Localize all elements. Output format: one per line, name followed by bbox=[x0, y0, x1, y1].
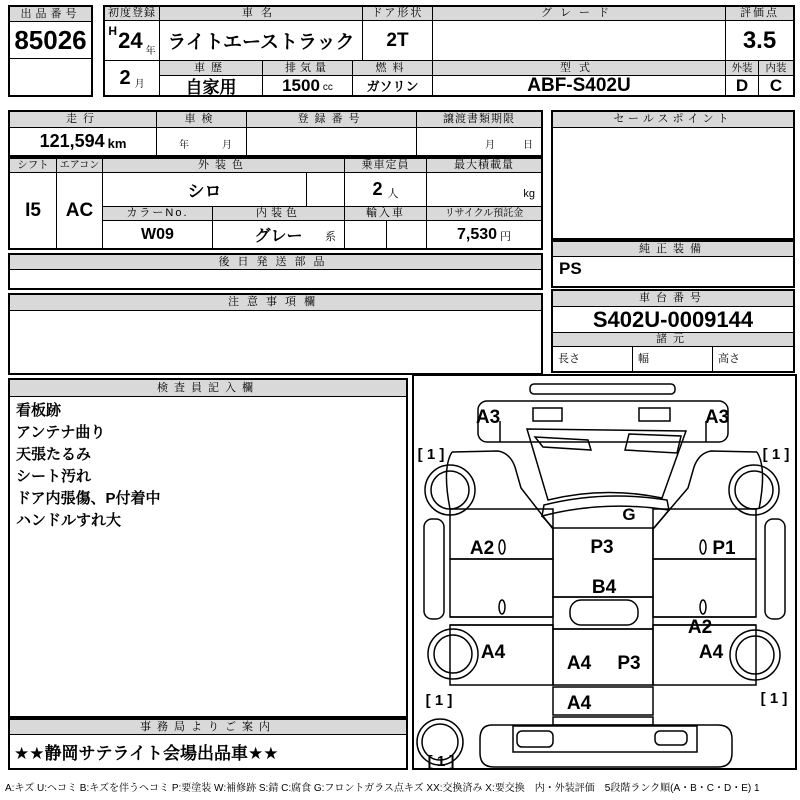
specs-label: 諸元 bbox=[553, 333, 793, 347]
score-value: 3.5 bbox=[726, 21, 793, 61]
mark-glass: G bbox=[622, 505, 636, 524]
car-name-label: 車名 bbox=[160, 7, 363, 21]
equipment-box bbox=[551, 240, 795, 288]
rear-lamp-right bbox=[655, 731, 687, 745]
model-label: 型式 bbox=[433, 61, 726, 76]
wiper-left bbox=[535, 437, 591, 450]
door-label: ドア形状 bbox=[363, 7, 433, 21]
color-no-value: W09 bbox=[103, 221, 213, 248]
grade-value bbox=[433, 21, 726, 61]
transfer-label: 譲渡書類期限 bbox=[417, 112, 541, 128]
front-wheel-right bbox=[729, 465, 779, 515]
inspector-note-line: 天張たるみ bbox=[16, 446, 92, 463]
mark-spare: [ 1 ] bbox=[427, 753, 455, 768]
history-value: 自家用 bbox=[160, 76, 263, 95]
fuel-label: 燃料 bbox=[353, 61, 433, 76]
mileage-number: 121,594 bbox=[39, 131, 105, 151]
rear-wheel-right-inner bbox=[736, 636, 774, 674]
model-value: ABF-S402U bbox=[433, 76, 726, 95]
max-load-label: 最大積載量 bbox=[427, 159, 541, 173]
inspection-value bbox=[157, 128, 247, 155]
side-step-left bbox=[424, 519, 444, 619]
color-grid-box bbox=[8, 157, 543, 250]
caution-label: 注意事項欄 bbox=[10, 295, 541, 311]
lot-empty-cell bbox=[10, 59, 91, 95]
recycle-number: 7,530 bbox=[456, 225, 498, 243]
cowl-band bbox=[542, 496, 669, 516]
mark-quarter-left: A4 bbox=[480, 642, 506, 663]
equipment-label: 純正装備 bbox=[553, 242, 793, 257]
mileage-label: 走行 bbox=[10, 112, 157, 128]
door-left bbox=[450, 509, 553, 559]
inspector-label: 検査員記入欄 bbox=[10, 380, 406, 397]
ext-color-value: シロ bbox=[103, 173, 307, 207]
capacity-value bbox=[345, 173, 427, 207]
rear-lamp-left bbox=[517, 731, 553, 747]
capacity-unit: 人 bbox=[387, 188, 399, 200]
mark-side-right: A2 bbox=[687, 617, 713, 638]
int-color-unit: 系 bbox=[325, 231, 336, 243]
history-label: 車歴 bbox=[160, 61, 263, 76]
lower-panel-right bbox=[653, 559, 756, 617]
inspection-label: 車検 bbox=[157, 112, 247, 128]
displacement-value bbox=[263, 76, 353, 95]
inspector-note-line: アンテナ曲り bbox=[16, 424, 106, 441]
car-damage-diagram bbox=[414, 376, 795, 768]
chassis-label: 車台番号 bbox=[553, 291, 793, 307]
transfer-month-unit: 月 bbox=[485, 140, 495, 151]
displacement-number: 1500 bbox=[282, 76, 320, 95]
diagram-box bbox=[412, 374, 797, 770]
front-wheel-left-inner bbox=[431, 471, 469, 509]
transfer-day-unit: 日 bbox=[523, 140, 533, 151]
displacement-label: 排気量 bbox=[263, 61, 353, 76]
mark-door-left: A2 bbox=[469, 538, 495, 559]
sales-point-value bbox=[553, 128, 793, 238]
caution-value bbox=[10, 311, 541, 373]
office-box bbox=[8, 718, 408, 770]
chassis-box bbox=[551, 289, 795, 373]
inspector-note-line: シート汚れ bbox=[16, 468, 92, 485]
ext-color-label: 外装色 bbox=[103, 159, 345, 173]
first-reg-era: H bbox=[108, 24, 118, 38]
front-wheel-right-inner bbox=[735, 471, 773, 509]
int-color-label: 内装色 bbox=[213, 207, 345, 221]
capacity-label: 乗車定員 bbox=[345, 159, 427, 173]
cab-side-left bbox=[452, 451, 553, 529]
grade-label: グレード bbox=[433, 7, 726, 21]
first-reg-month: 2 bbox=[119, 66, 131, 89]
mark-door-right: P1 bbox=[712, 538, 736, 559]
chassis-value: S402U-0009144 bbox=[553, 307, 793, 333]
first-reg-value bbox=[105, 21, 160, 61]
lower-handle-left bbox=[499, 600, 505, 614]
transfer-value bbox=[417, 128, 541, 155]
later-parts-box bbox=[8, 253, 543, 290]
mark-front-wheel-left: [ 1 ] bbox=[417, 446, 445, 463]
caution-box bbox=[8, 293, 543, 375]
mileage-row-box bbox=[8, 110, 543, 157]
first-reg-month-unit: 月 bbox=[134, 79, 145, 90]
equipment-value: PS bbox=[559, 259, 582, 278]
fender-left bbox=[446, 452, 452, 509]
first-reg-year-unit: 年 bbox=[145, 46, 156, 57]
office-value: ★★静岡サテライト会場出品車★★ bbox=[14, 744, 279, 763]
windshield bbox=[527, 429, 686, 500]
capacity-number: 2 bbox=[372, 179, 383, 199]
aircon-label: エアコン bbox=[57, 159, 103, 173]
exterior-value: D bbox=[726, 76, 759, 95]
door-handle-right bbox=[700, 540, 706, 554]
pillar-lines bbox=[542, 510, 669, 528]
max-load-value bbox=[427, 173, 541, 207]
spec-height-cell: 高さ bbox=[718, 353, 740, 365]
first-reg-month-cell bbox=[105, 61, 160, 95]
ext-color-sub-cell bbox=[307, 173, 345, 207]
sales-point-box bbox=[551, 110, 795, 240]
displacement-unit: cc bbox=[322, 82, 333, 93]
rear-wheel-right bbox=[730, 630, 780, 680]
office-label: 事務局よりご案内 bbox=[10, 720, 406, 735]
rear-bumper bbox=[480, 725, 732, 767]
mark-tailgate: A4 bbox=[566, 693, 592, 714]
shift-value: I5 bbox=[10, 173, 57, 248]
inspector-note-line: ハンドルすれ大 bbox=[16, 512, 122, 529]
lower-panel-left bbox=[450, 559, 553, 617]
max-load-unit: kg bbox=[523, 188, 535, 200]
aircon-value: AC bbox=[57, 173, 103, 248]
later-parts-value bbox=[10, 270, 541, 288]
sales-point-label: セールスポイント bbox=[553, 112, 793, 128]
lot-number: 85026 bbox=[10, 22, 91, 59]
inspector-notes bbox=[10, 397, 406, 716]
mark-front-right: A3 bbox=[704, 407, 730, 428]
color-no-label: カラーNo. bbox=[103, 207, 213, 221]
front-panel bbox=[475, 401, 728, 442]
legend-text: A:キズ U:ヘコミ B:キズを伴うヘコミ P:要塗装 W:補修跡 S:錆 C:腐食 G:フロントガラス点キズ XX:交換済み X:要交換 内・外装評価 5段階ランク順(A・B・C・D・E) 1 bbox=[5, 783, 760, 794]
reg-no-label: 登録番号 bbox=[247, 112, 417, 128]
interior-label: 内装 bbox=[759, 61, 793, 76]
spec-length-cell: 長さ bbox=[553, 347, 633, 371]
inspection-month-unit: 月 bbox=[222, 140, 232, 151]
inspector-note-line: ドア内張傷、P付着中 bbox=[16, 490, 161, 507]
side-step-right bbox=[765, 519, 785, 619]
lot-box bbox=[8, 5, 93, 97]
rear-wheel-left-inner bbox=[434, 635, 472, 673]
inspector-note-line: 看板跡 bbox=[16, 402, 62, 419]
fuel-value: ガソリン bbox=[353, 76, 433, 95]
door-handle-left bbox=[499, 540, 505, 554]
mark-front-wheel-right: [ 1 ] bbox=[762, 446, 790, 463]
first-reg-year: 24 bbox=[118, 27, 143, 53]
int-color-value bbox=[213, 221, 345, 248]
recycle-label: リサイクル預託金 bbox=[427, 207, 541, 221]
mark-bed-center: P3 bbox=[617, 653, 641, 674]
front-bumper-bar bbox=[530, 384, 675, 394]
spec-width-cell: 幅 bbox=[633, 347, 713, 371]
first-reg-label: 初度登録 bbox=[105, 7, 160, 21]
int-color-name: グレー bbox=[254, 228, 303, 245]
exterior-label: 外装 bbox=[726, 61, 759, 76]
mark-cab-roof: P3 bbox=[590, 537, 614, 558]
mileage-value bbox=[10, 128, 157, 155]
recycle-unit: 円 bbox=[500, 231, 512, 243]
lower-handle-right bbox=[700, 600, 706, 614]
imported-divider bbox=[386, 221, 387, 248]
score-label: 評価点 bbox=[726, 7, 793, 21]
interior-value: C bbox=[769, 76, 783, 95]
shift-label: シフト bbox=[10, 159, 57, 173]
mark-bed-left: A4 bbox=[566, 653, 592, 674]
reg-no-value bbox=[247, 128, 417, 155]
rear-window bbox=[570, 600, 638, 625]
rear-wheel-left bbox=[428, 629, 478, 679]
lot-label: 出品番号 bbox=[10, 7, 91, 22]
rear-bumper-strip bbox=[513, 726, 697, 752]
car-name-value: ライトエーストラック bbox=[160, 21, 363, 61]
inspector-box bbox=[8, 378, 408, 718]
mark-front-left: A3 bbox=[475, 407, 501, 428]
mark-quarter-right: A4 bbox=[698, 642, 724, 663]
mark-rear-right: [ 1 ] bbox=[760, 690, 788, 707]
mileage-unit: km bbox=[107, 136, 127, 151]
top-main-box bbox=[103, 5, 795, 97]
headlight-left bbox=[533, 408, 562, 421]
wiper-right bbox=[625, 434, 681, 453]
mark-rear-left: [ 1 ] bbox=[425, 692, 453, 709]
inspection-year-unit: 年 bbox=[179, 140, 189, 151]
headlight-right bbox=[639, 408, 670, 421]
tailgate-strip bbox=[553, 717, 653, 725]
later-parts-label: 後日発送部品 bbox=[10, 255, 541, 270]
mark-cab-back: B4 bbox=[591, 577, 617, 598]
cab-side-right bbox=[653, 451, 757, 529]
door-value: 2T bbox=[363, 21, 433, 61]
imported-label: 輸入車 bbox=[345, 207, 427, 221]
recycle-value bbox=[427, 221, 541, 248]
